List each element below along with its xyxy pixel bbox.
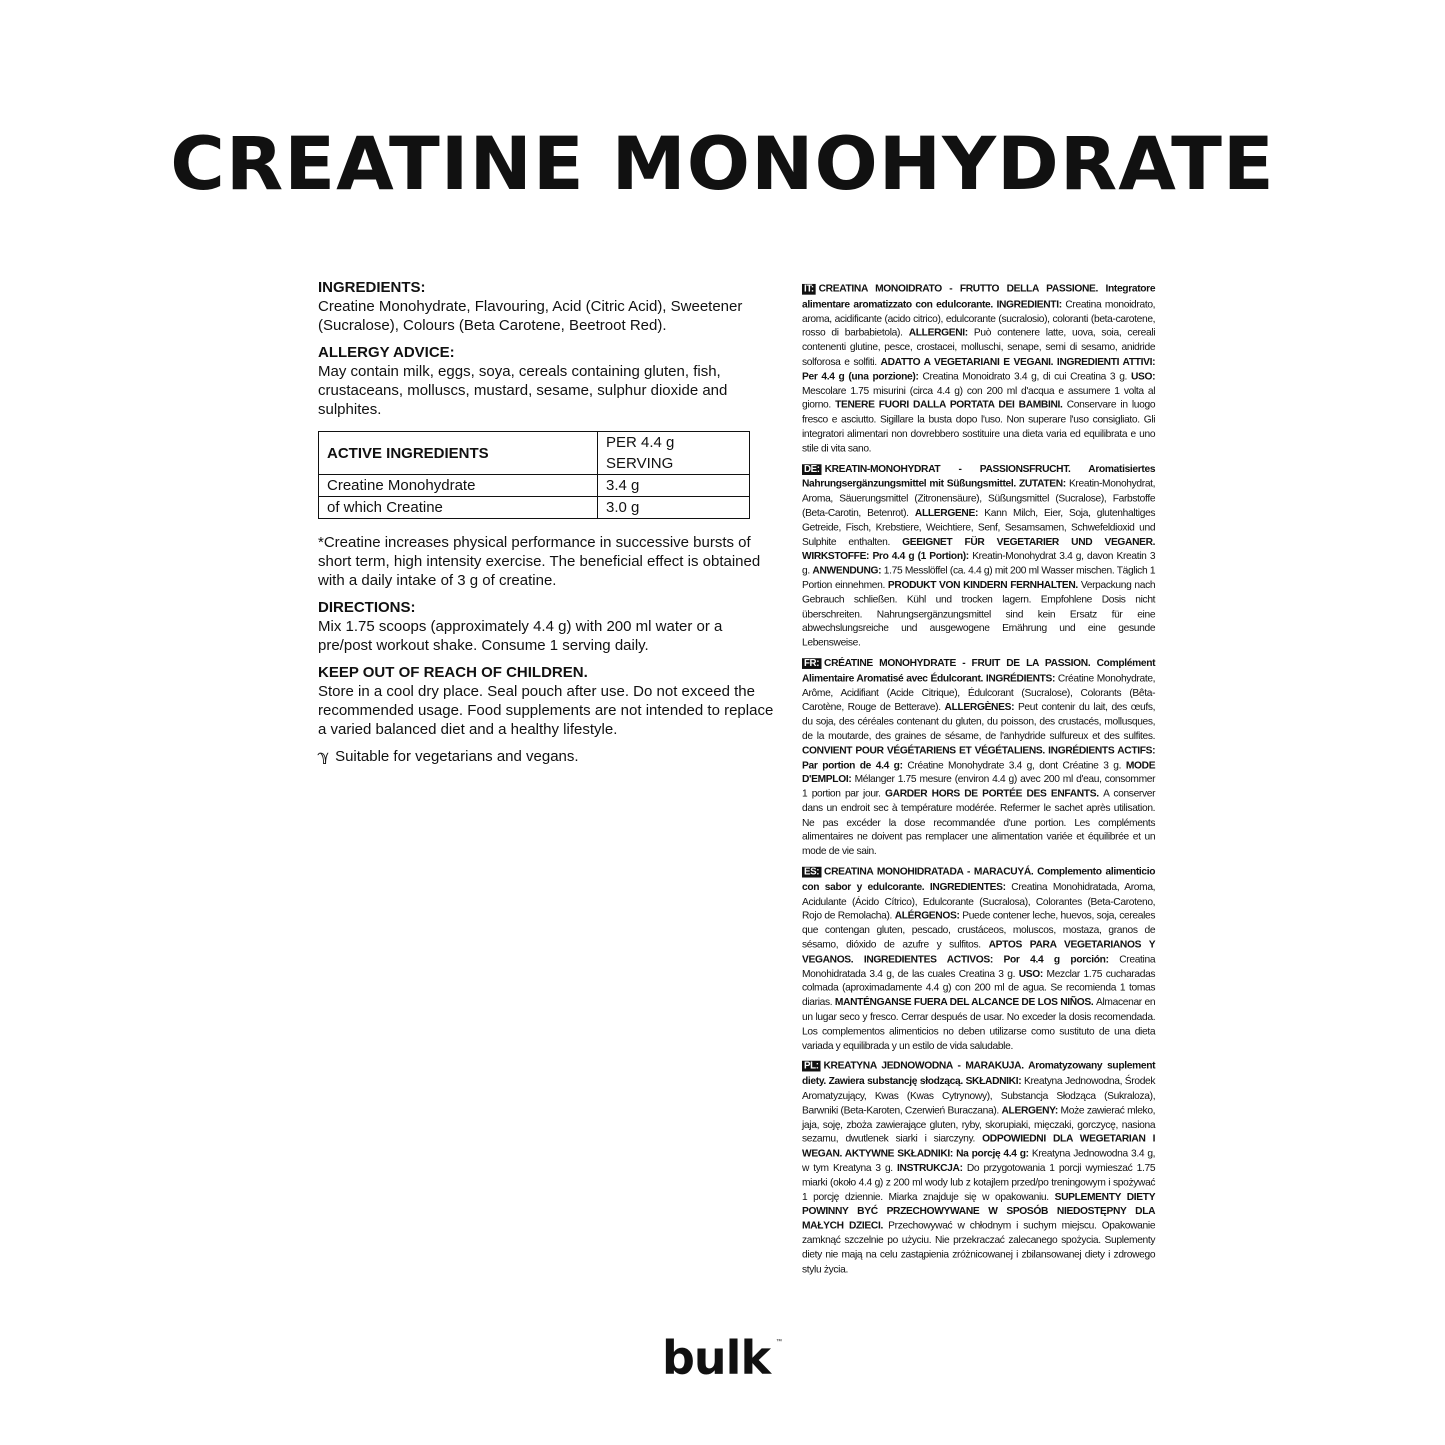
directions-heading: DIRECTIONS:: [318, 599, 416, 616]
ingredients-heading: INGREDIENTS:: [318, 279, 426, 296]
translation-text-segment: Créatine Monohydrate 3.4 g, dont Créatine 3 g.: [907, 759, 1126, 771]
translation-text-segment: Creatina monoidrato, aroma, acidificante (acido citrico), edulcorante (sucralosio), coloranti (beta-carotene, rosso di barbabietola).: [802, 298, 1156, 339]
translation-bold-segment: ODPOWIEDNI DLA WEGETARIAN I WEGAN. AKTYWNE SKŁADNIKI: Na porcję 4.4 g:: [802, 1133, 1156, 1160]
translation-fr: [802, 656, 1155, 859]
page-title: CREATINE MONOHYDRATE: [170, 122, 1275, 207]
lang-tag: ES:: [803, 866, 820, 878]
translation-text-segment: Creatina Monohidratada 3.4 g, de las cuales Creatina 3 g.: [802, 953, 1156, 980]
translation-text-segment: Creatina Monohidratada, Aroma, Acidulante (Ácido Cítrico), Edulcorante (Sucralosa), Colorantes (Beta-Caroteno, Rojo de Remolacha).: [802, 881, 1156, 922]
translation-bold-segment: USO:: [1018, 967, 1047, 980]
table-header-row: [319, 432, 750, 475]
table-cell: 3.4 g: [598, 475, 750, 497]
translation-text-segment: 1.75 Messlöffel (ca. 4.4 g) mit 200 ml Wasser mischen. Täglich 1 Portion einnehmen.: [802, 564, 1156, 591]
translation-bold-segment: CONVIENT POUR VÉGÉTARIENS ET VÉGÉTALIENS. INGRÉDIENTS ACTIFS: Par portion de 4.4 g:: [802, 744, 1156, 771]
translation-bold-segment: SUPLEMENTY DIETY POWINNY BYĆ PRZECHOWYWANE W SPOSÓB NIEDOSTĘPNY DLA MAŁYCH DZIECI.: [802, 1190, 1156, 1232]
translation-bold-segment: PRODUKT VON KINDERN FERNHALTEN.: [887, 579, 1081, 591]
translation-bold-segment: GARDER HORS DE PORTÉE DES ENFANTS.: [885, 787, 1104, 800]
translation-bold-segment: APTOS PARA VEGETARIANOS Y VEGANOS. INGREDIENTES ACTIVOS: Por 4.4 g porción:: [802, 938, 1156, 966]
translation-text-segment: Verpackung nach Gebrauch schließen. Kühl und trocken lagern. Empfohlene Dosis nicht überschreiten. Nahrungsergänzungsmittel sind kein Ersatz für eine abwechslungsreiche und ausgewogene Ernährung und eine gesunde Lebensweise.: [802, 579, 1156, 649]
table-header-cell: ACTIVE INGREDIENTS: [319, 432, 598, 475]
active-ingredients-table: [318, 431, 750, 519]
translation-text-segment: Kreatyna Jednowodna, Środek Aromatyzujący, Kwas (Kwas Cytrynowy), Substancja Słodząca (Sukraloza), Barwniki (Beta-Karoten, Czerwień Buraczana).: [802, 1075, 1156, 1117]
translation-bold-segment: ADATTO A VEGETARIANI E VEGANI. INGREDIENTI ATTIVI: Per 4.4 g (una porzione):: [802, 356, 1156, 383]
vegan-text: Suitable for vegetarians and vegans.: [335, 748, 579, 765]
translation-bold-segment: CREATINA MONOIDRATO - FRUTTO DELLA PASSIONE. Integratore alimentare aromatizzato con edulcorante. INGREDIENTI:: [802, 282, 1156, 311]
translation-bold-segment: MODE D'EMPLOI:: [802, 759, 1156, 786]
translation-de: [802, 462, 1155, 650]
translation-bold-segment: CREATINA MONOHIDRATADA - MARACUYÁ. Complemento alimenticio con sabor y edulcorante. INGREDIENTES:: [802, 865, 1156, 893]
directions-text: Mix 1.75 scoops (approximately 4.4 g) with 200 ml water or a pre/post workout shake. Consume 1 serving daily.: [318, 618, 723, 654]
table-cell: 3.0 g: [598, 497, 750, 519]
lang-tag: PL:: [803, 1061, 819, 1072]
translation-text-segment: Puede contener leche, huevos, soja, cereales que contengan gluten, pescado, crustáceos, moluscos, mostaza, granos de sésamo, dióxido de azufre y sulfitos.: [802, 910, 1156, 951]
translation-bold-segment: ALLERGENE:: [914, 507, 985, 519]
table-row: [319, 497, 750, 519]
english-label-column: [318, 278, 780, 766]
table-cell: Creatine Monohydrate: [319, 475, 598, 497]
translation-text-segment: Może zawierać mleko, jaja, soję, zboża zawierające gluten, ryby, skorupiaki, mięczaki, gorczycę, nasiona sezamu, dwutlenek siarki i siarczyny.: [802, 1104, 1156, 1145]
translation-bold-segment: USO:: [1130, 370, 1156, 383]
translation-text-segment: Kann Milch, Eier, Soja, glutenhaltiges Getreide, Fisch, Krebstiere, Weichtiere, Senf, Sesamsamen, Schwefeldioxid und Sulphite enthalten.: [802, 507, 1156, 548]
translation-text-segment: A conserver dans un endroit sec à température modérée. Refermer le sachet après utilisation. Ne pas excéder la dose recommandée d'une portion. Les compléments alimentaires ne doivent pas remplacer une alimentation variée et équilibrée et un mode de vie sain.: [802, 787, 1156, 858]
translation-bold-segment: GEEIGNET FÜR VEGETARIER UND VEGANER. WIRKSTOFFE: Pro 4.4 g (1 Portion):: [802, 535, 1156, 563]
translation-text-segment: Mélanger 1.75 mesure (environ 4.4 g) avec 200 ml d'eau, consommer 1 portion par jour.: [802, 773, 1156, 800]
table-header-cell: PER 4.4 g SERVING: [598, 432, 750, 475]
translation-text-segment: Przechowywać w chłodnym i suchym miejscu. Opakowanie zamknąć szczelnie po użyciu. Nie przekraczać zalecanego spożycia. Suplementy diety nie mają na celu zastąpienia zróżnicowanej i zbilansowanej diety i zdrowego stylu życia.: [802, 1219, 1156, 1275]
translation-text-segment: Créatine Monohydrate, Arôme, Acidifiant (Acide Citrique), Édulcorant (Sucralose), Colorants (Bêta-Carotène, Rouge de Betterave).: [802, 672, 1156, 714]
translation-bold-segment: KREATIN-MONOHYDRAT - PASSIONSFRUCHT. Aromatisiertes Nahrungsergänzungsmittel mit Süßungsmittel. ZUTATEN:: [802, 462, 1156, 490]
vegan-v-icon: ℽ: [318, 748, 330, 765]
allergy-text: May contain milk, eggs, soya, cereals containing gluten, fish, crustaceans, molluscs, mustard, sesame, sulphur dioxide and sulphites.: [318, 363, 728, 418]
translation-text-segment: Può contenere latte, uova, soia, cereali contenenti glutine, pesce, crostacei, molluschi, senape, semi di sesamo, anidride solforosa e solfiti.: [802, 327, 1156, 368]
translation-bold-segment: ALERGENY:: [1001, 1104, 1061, 1117]
translation-text-segment: Kreatyna Jednowodna 3.4 g, w tym Kreatyna 3 g.: [802, 1147, 1156, 1174]
table-cell: of which Creatine: [319, 497, 598, 519]
lang-tag: IT:: [803, 283, 814, 295]
keep-out-text: Store in a cool dry place. Seal pouch after use. Do not exceed the recommended usage. Food supplements are not intended to replace a varied balanced diet and a healthy lifestyle.: [318, 683, 774, 738]
translation-bold-segment: KREATYNA JEDNOWODNA - MARAKUJA. Aromatyzowany suplement diety. Zawiera substancję słodzącą. SKŁADNIKI:: [802, 1060, 1156, 1088]
ingredients-text: Creatine Monohydrate, Flavouring, Acid (Citric Acid), Sweetener (Sucralose), Colours (Beta Carotene, Beetroot Red).: [318, 298, 743, 334]
translation-bold-segment: ANWENDUNG:: [812, 564, 884, 577]
translation-es: [802, 865, 1155, 1053]
allergy-heading: ALLERGY ADVICE:: [318, 344, 455, 361]
translation-text-segment: Almacenar en un lugar seco y fresco. Cerrar después de usar. No exceder la dosis recomendada. Los complementos alimenticios no deben utilizarse como sustituto de una dieta variada y equilibrada y un estilo de vida saludable.: [802, 996, 1156, 1052]
translation-bold-segment: INSTRUKCJA:: [897, 1162, 967, 1174]
translation-bold-segment: ALÉRGENOS:: [894, 910, 963, 922]
lang-tag: DE:: [803, 463, 820, 475]
translation-bold-segment: ALLERGÈNES:: [944, 701, 1018, 714]
translation-text-segment: Peut contenir du lait, des œufs, du soja, des céréales contenant du gluten, du poisson, des crustacés, mollusques, de la moutarde, des graines de sésame, de l'anhydride sulfureux et des sulfites.: [802, 701, 1156, 742]
translations-column: [802, 282, 1155, 1282]
translation-bold-segment: TENERE FUORI DALLA PORTATA DEI BAMBINI.: [835, 399, 1067, 412]
translation-text-segment: Kreatin-Monohydrat, Aroma, Säuerungsmittel (Zitronensäure), Süßungsmittel (Sucralose), Farbstoffe (Beta-Carotin, Betenrot).: [802, 478, 1156, 519]
translation-it: [802, 282, 1155, 456]
translation-text-segment: Do przygotowania 1 porcji wymieszać 1.75 miarki (około 4.4 g) z 200 ml wody lub z kotajlem przed/po treningowym i spożywać 1 porcję dziennie. Miarka znajduje się w opakowaniu.: [802, 1162, 1156, 1203]
translation-bold-segment: MANTÉNGANSE FUERA DEL ALCANCE DE LOS NIÑOS.: [834, 996, 1097, 1009]
vegan-statement: [318, 747, 780, 766]
translation-text-segment: Creatina Monoidrato 3.4 g, di cui Creatina 3 g.: [922, 370, 1131, 383]
translation-pl: [802, 1059, 1155, 1276]
creatine-footnote: *Creatine increases physical performance in successive bursts of short term, high intensity exercise. The beneficial effect is obtained with a daily intake of 3 g of creatine.: [318, 534, 761, 589]
trademark-mark: ™: [776, 1339, 782, 1345]
translation-text-segment: Conservare in luogo fresco e asciutto. Sigillare la busta dopo l'uso. Non superare l'uso consigliato. Gli integratori alimentari non dovrebbero sostituire una dieta varia ed equilibrata e uno stile di vita sano.: [802, 399, 1156, 455]
translation-bold-segment: CRÉATINE MONOHYDRATE - FRUIT DE LA PASSION. Complément Alimentaire Aromatisé avec Édulcorant. INGRÉDIENTS:: [802, 657, 1156, 685]
translation-text-segment: Kreatin-Monohydrat 3.4 g, davon Kreatin 3 g.: [802, 550, 1156, 577]
translation-text-segment: Mezclar 1.75 cucharadas colmada (aproximadamente 4.4 g) con 200 ml de agua. Se recomienda 1 tomas diarias.: [802, 967, 1156, 1009]
translation-text-segment: Mescolare 1.75 misurini (circa 4.4 g) con 200 ml d'acqua e assumere 1 volta al giorno.: [802, 384, 1156, 412]
table-row: [319, 475, 750, 497]
keep-out-heading: KEEP OUT OF REACH OF CHILDREN.: [318, 664, 588, 681]
bulk-logo: bulk: [662, 1331, 771, 1385]
lang-tag: FR:: [803, 658, 820, 669]
translation-bold-segment: ALLERGENI:: [908, 327, 974, 339]
